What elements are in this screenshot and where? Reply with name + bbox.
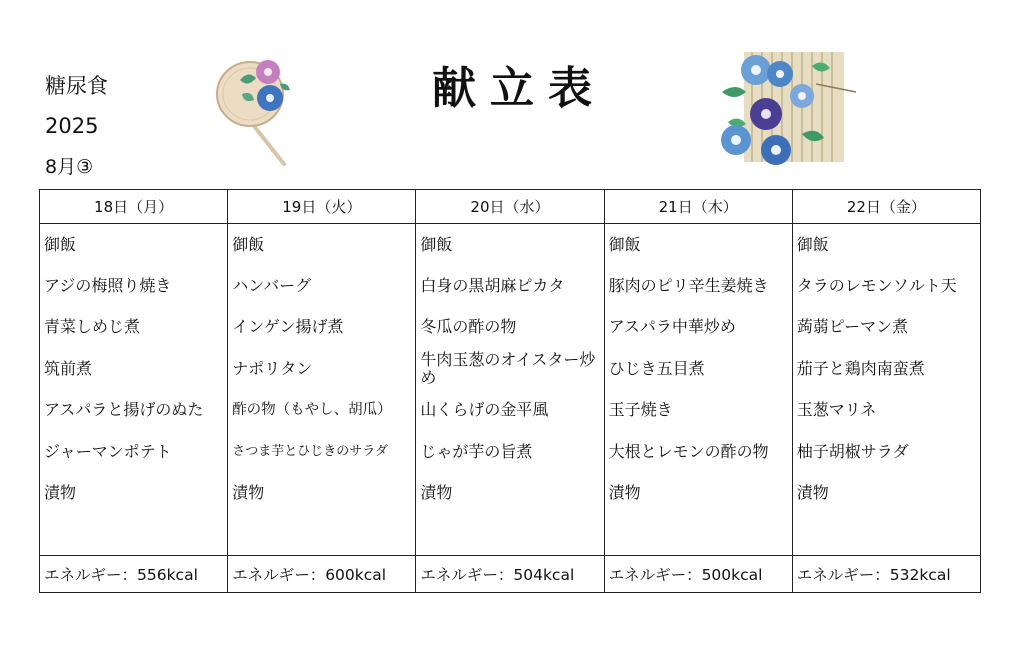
dish-item: ナポリタン: [232, 358, 313, 378]
dish-item: 漬物: [796, 483, 829, 503]
dish-item: 酢の物（もやし、胡瓜）: [232, 402, 392, 419]
energy-total: エネルギー：504kcal: [416, 556, 604, 593]
dish-item: 漬物: [420, 483, 453, 503]
dish-item: 御飯: [420, 234, 453, 254]
dish-item: 玉葱マリネ: [796, 400, 877, 420]
uchiwa-fan-morning-glory-icon: [212, 58, 294, 172]
day-dishes-cell: [416, 224, 604, 556]
dish-item: タラのレモンソルト天: [796, 276, 957, 296]
dish-item: 大根とレモンの酢の物: [608, 441, 769, 461]
day-dishes-cell: [228, 224, 416, 556]
dish-item: 漬物: [44, 483, 77, 503]
dish-item: 漬物: [232, 483, 265, 503]
dish-item: じゃが芋の旨煮: [420, 441, 533, 461]
morning-glory-fence-icon: [716, 48, 866, 174]
menu-dishes-row: [40, 224, 981, 556]
dish-item: ジャーマンポテト: [44, 441, 172, 461]
dish-item: 玉子焼き: [608, 400, 673, 420]
dish-item: 御飯: [232, 234, 265, 254]
energy-total: エネルギー：500kcal: [604, 556, 792, 593]
menu-type-label: 糖尿食: [45, 74, 108, 98]
dish-item: 白身の黒胡麻ピカタ: [420, 276, 565, 296]
year-label: 2025: [45, 114, 99, 138]
dish-item: 蒟蒻ピーマン煮: [796, 317, 909, 337]
energy-total: エネルギー：600kcal: [228, 556, 416, 593]
day-header: 22日（金）: [792, 190, 980, 224]
day-dishes-cell: [792, 224, 980, 556]
dish-item: 牛肉玉葱のオイスター炒め: [420, 349, 596, 387]
dish-item: 青菜しめじ煮: [44, 317, 141, 337]
menu-header-row: [40, 190, 981, 224]
dish-item: アジの梅照り焼き: [44, 276, 172, 296]
dish-item: 御飯: [608, 234, 641, 254]
dish-item: 豚肉のピリ辛生姜焼き: [608, 276, 769, 296]
day-header: 18日（月）: [40, 190, 228, 224]
dish-item: インゲン揚げ煮: [232, 317, 344, 337]
dish-item: 御飯: [44, 234, 77, 254]
energy-total: エネルギー：556kcal: [40, 556, 228, 593]
day-header: 21日（木）: [604, 190, 792, 224]
dish-item: 御飯: [796, 234, 829, 254]
dish-item: 柚子胡椒サラダ: [796, 441, 909, 461]
dish-item: 茄子と鶏肉南蛮煮: [796, 358, 925, 378]
dish-item: ハンバーグ: [232, 276, 312, 296]
menu-energy-row: [40, 556, 981, 593]
day-dishes-cell: [40, 224, 228, 556]
day-header: 19日（火）: [228, 190, 416, 224]
dish-item: アスパラ中華炒め: [608, 317, 736, 337]
day-header: 20日（水）: [416, 190, 604, 224]
dish-item: ひじき五目煮: [608, 358, 705, 378]
dish-item: さつま芋とひじきのサラダ: [232, 443, 389, 459]
day-dishes-cell: [604, 224, 792, 556]
dish-item: 山くらげの金平風: [420, 400, 549, 420]
menu-table: [39, 189, 981, 593]
period-label: 8月③: [45, 156, 94, 178]
dish-item: 漬物: [608, 483, 641, 503]
dish-item: 冬瓜の酢の物: [420, 317, 517, 337]
dish-item: 筑前煮: [44, 358, 93, 378]
energy-total: エネルギー：532kcal: [792, 556, 980, 593]
dish-item: アスパラと揚げのぬた: [44, 400, 204, 420]
page-title: 献立表: [432, 63, 606, 114]
